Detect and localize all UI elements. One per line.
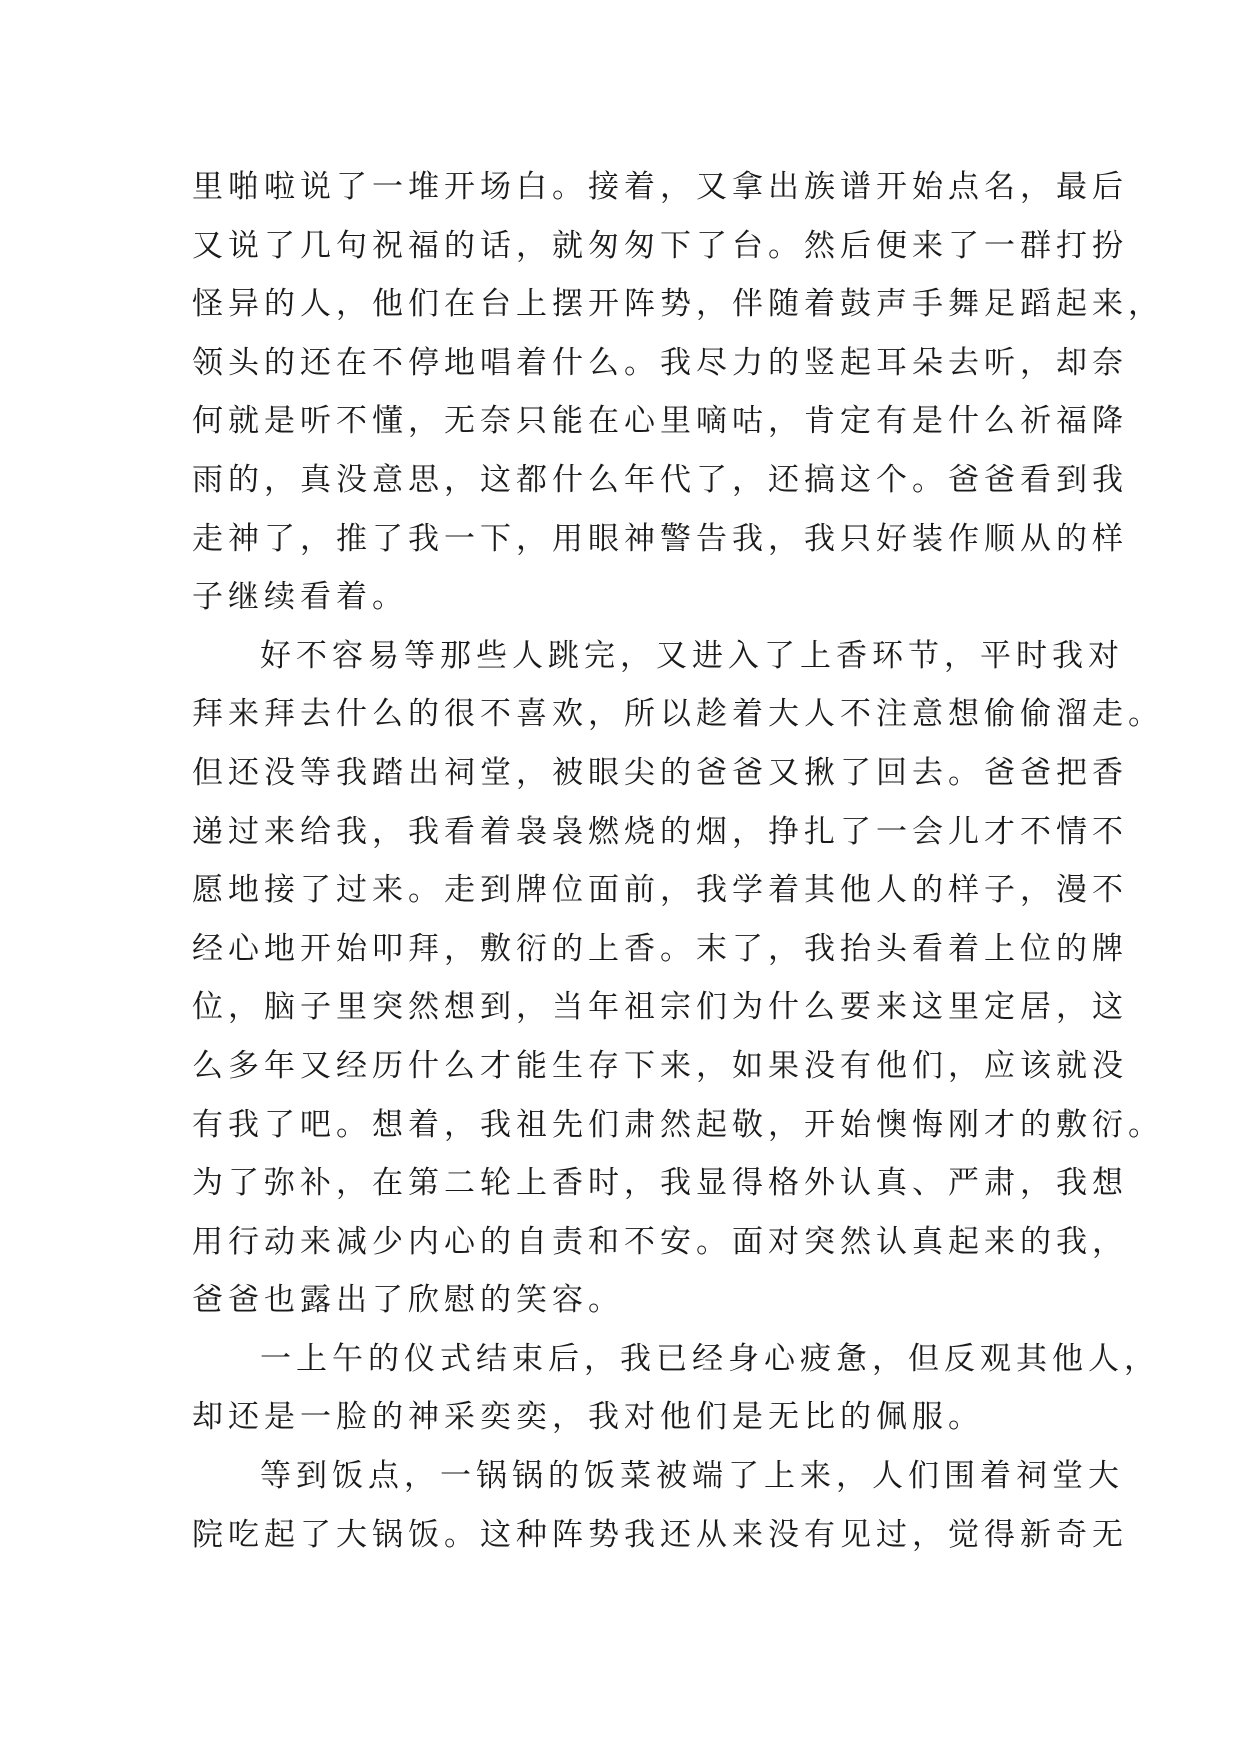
text-line: 却还是一脸的神采奕奕，我对他们是无比的佩服。 xyxy=(192,1399,984,1436)
document-body-text xyxy=(192,158,1164,1564)
text-line: 又说了几句祝福的话，就匆匆下了台。然后便来了一群打扮 xyxy=(192,227,1128,264)
text-line: 么多年又经历什么才能生存下来，如果没有他们，应该就没 xyxy=(192,1047,1128,1084)
text-line: 走神了，推了我一下，用眼神警告我，我只好装作顺从的样 xyxy=(192,520,1128,557)
text-line: 雨的，真没意思，这都什么年代了，还搞这个。爸爸看到我 xyxy=(192,461,1128,498)
text-line: 但还没等我踏出祠堂，被眼尖的爸爸又揪了回去。爸爸把香 xyxy=(192,754,1128,791)
paragraph-first-line: 等到饭点，一锅锅的饭菜被端了上来，人们围着祠堂大 xyxy=(260,1458,1124,1495)
text-line: 子继续看着。 xyxy=(192,579,408,616)
paragraph-first-line: 一上午的仪式结束后，我已经身心疲惫，但反观其他人， xyxy=(260,1340,1160,1377)
text-line: 何就是听不懂，无奈只能在心里嘀咕，肯定有是什么祈福降 xyxy=(192,403,1128,440)
paragraph-first-line: 好不容易等那些人跳完，又进入了上香环节，平时我对 xyxy=(260,637,1124,674)
text-line: 里啪啦说了一堆开场白。接着，又拿出族谱开始点名，最后 xyxy=(192,169,1128,205)
text-line: 院吃起了大锅饭。这种阵势我还从来没有见过，觉得新奇无 xyxy=(192,1516,1128,1553)
text-line: 领头的还在不停地唱着什么。我尽力的竖起耳朵去听，却奈 xyxy=(192,344,1128,381)
text-line: 用行动来减少内心的自责和不安。面对突然认真起来的我， xyxy=(192,1223,1128,1260)
text-line: 爸爸也露出了欣慰的笑容。 xyxy=(192,1282,624,1319)
text-line: 位，脑子里突然想到，当年祖宗们为什么要来这里定居，这 xyxy=(192,989,1128,1026)
text-line: 愿地接了过来。走到牌位面前，我学着其他人的样子，漫不 xyxy=(192,872,1128,909)
text-line: 经心地开始叩拜，敷衍的上香。末了，我抬头看着上位的牌 xyxy=(192,930,1128,967)
text-line: 为了弥补，在第二轮上香时，我显得格外认真、严肃，我想 xyxy=(192,1165,1128,1202)
text-line: 递过来给我，我看着袅袅燃烧的烟，挣扎了一会儿才不情不 xyxy=(192,813,1128,850)
text-line: 怪异的人，他们在台上摆开阵势，伴随着鼓声手舞足蹈起来， xyxy=(192,286,1164,323)
text-line: 拜来拜去什么的很不喜欢，所以趁着大人不注意想偷偷溜走。 xyxy=(192,696,1164,733)
text-line: 有我了吧。想着，我祖先们肃然起敬，开始懊悔刚才的敷衍。 xyxy=(192,1106,1164,1143)
